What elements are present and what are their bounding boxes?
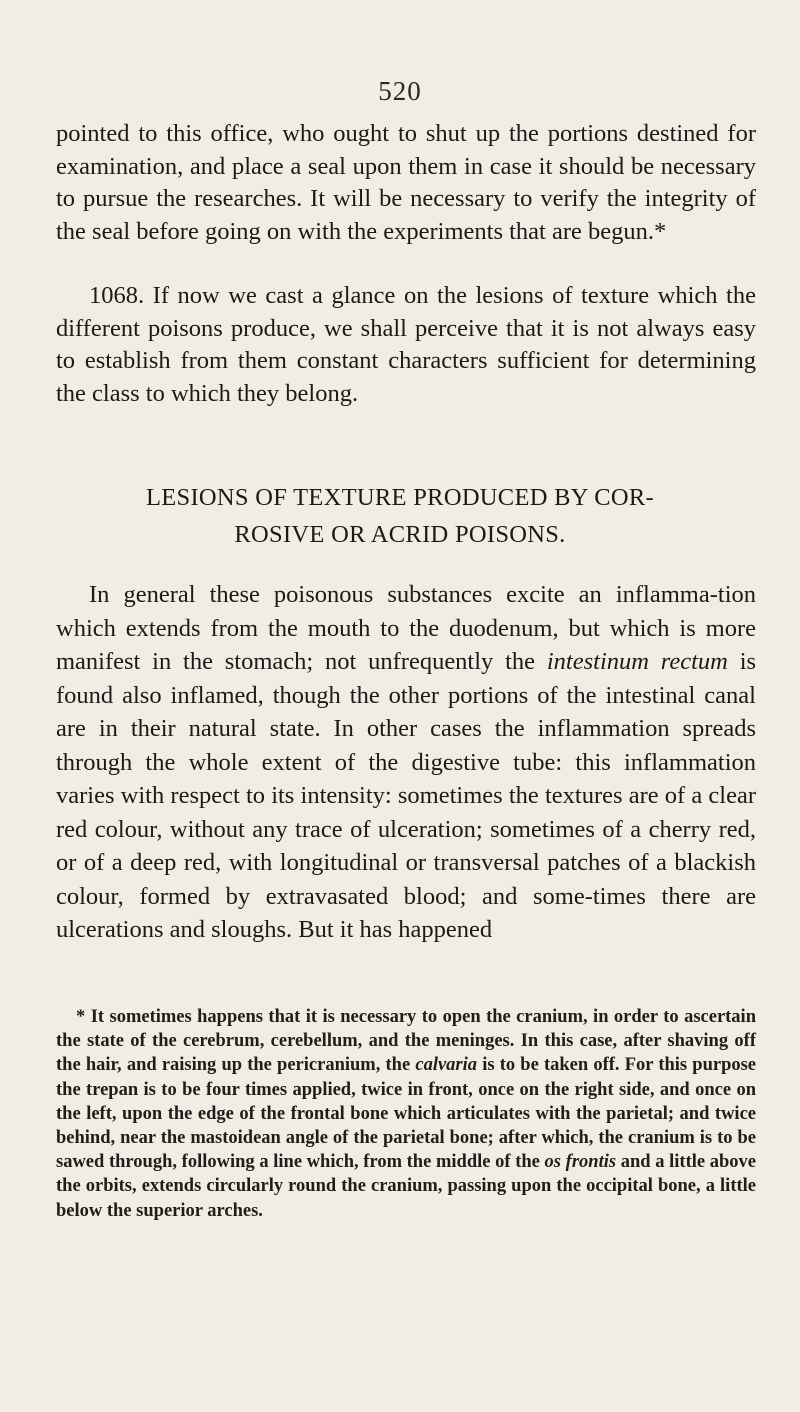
paragraph-continued: pointed to this office, who ought to shut up the portions destined for examination, and place a seal upon them in case it should be necessary to pursue the researches. It will be necessary to verify the integrity of the seal before going on with the experiments that are begun.* <box>56 120 756 245</box>
section-heading-line-2: ROSIVE OR ACRID POISONS. <box>234 521 566 548</box>
paragraph-text: In general these poisonous substances excite an inflamma-tion which extends from the mouth to the duodenum, but which is more manifest in the stomach; not unfrequently the <box>56 581 756 675</box>
italic-term-intestinum-rectum: intestinum rectum <box>546 648 728 675</box>
footnote-text: is to be taken off. For this purpose the trepan is to be four times applied, twice in front, once on the right side, and once on the left, upon the edge of the frontal bone which articulates with the parietal; and twice behind, near the mastoidean angle of the parietal bone; after which, the cranium is to be sawed through, following a line which, from the middle of the <box>56 1055 757 1173</box>
italic-term-os-frontis: os frontis <box>544 1152 617 1173</box>
paragraph-1068: 1068. If now we cast a glance on the lesions of texture which the different poisons produce, we shall perceive that it is not always easy to establish from them constant characters sufficient for determining the class to which they belong. <box>56 282 756 407</box>
paragraph-lesions-general <box>56 578 756 947</box>
footnote-text: * It sometimes happens that it is necessary to open the cranium, in order to ascertain the state of the cerebrum, cerebellum, and the meninges. In this case, after shaving off the hair, and raising up the pericranium, the <box>56 1007 756 1076</box>
section-heading-line-1: LESIONS OF TEXTURE PRODUCED BY COR- <box>145 484 655 511</box>
paragraph-text: is found also inflamed, though the other portions of the intestinal canal are in their natural state. In other cases the inflammation spreads through the whole extent of the digestive tube: this inflammation varies with respect to its intensity: sometimes the textures are of a clear red colour, without any trace of ulceration; sometimes of a cherry red, or of a deep red, with longitudinal or transversal patches of a blackish colour, formed by extravasated blood; and some-times there are ulcerations and sloughs. But it has happened <box>56 648 757 943</box>
page-number: 520 <box>378 76 422 106</box>
footnote-text: and a little above the orbits, extends circularly round the cranium, passing upon the occipital bone, a little below the superior arches. <box>56 1152 757 1221</box>
italic-term-calvaria: calvaria <box>415 1055 478 1076</box>
footnote <box>56 1005 756 1223</box>
